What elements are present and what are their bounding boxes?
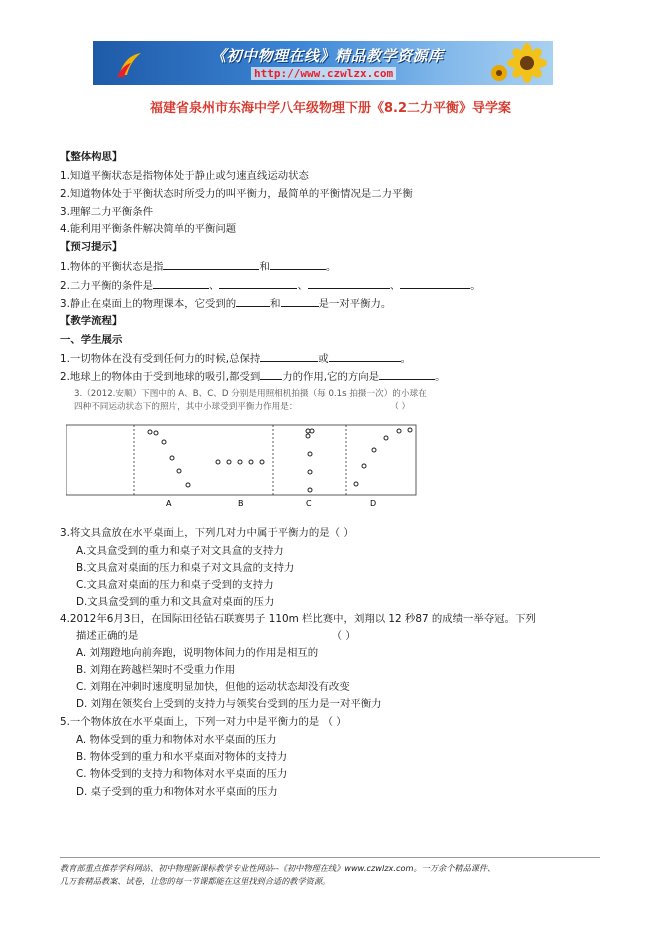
footer [60,862,620,888]
preview-q2-sep: 、 [209,280,220,292]
question-3-stem: 3.将文具盒放在水平桌面上，下列几对力中属于平衡力的是（ ） [60,527,354,539]
question-5-option[interactable]: D. 桌子受到的重力和物体对水平桌面的压力 [76,786,278,798]
section-overview-heading: 【整体构思】 [60,151,123,163]
panel-d-balls [354,428,412,486]
answer-blank[interactable] [236,296,270,307]
section-process-heading: 【教学流程】 [60,315,123,327]
answer-blank[interactable] [260,369,282,380]
footer-line-1: 教育部重点推荐学科网站、初中物理新课标教学专业性网站--《初中物理在线》www.czwlzx.com。一万余个精品课件、 [60,863,496,873]
student-question-2 [60,369,445,384]
preview-q2-sep: 、 [297,280,308,292]
question-5-stem: 5.一个物体放在水平桌面上，下列一对力中是平衡力的是 （ ） [60,716,347,728]
answer-blank[interactable] [153,278,209,289]
panel-label-d: D [370,499,377,508]
answer-blank[interactable] [308,278,390,289]
question-3-option[interactable]: B.文具盒对桌面的压力和桌子对文具盒的支持力 [76,562,295,574]
student-q1-text: 1.一切物体在没有受到任何力的时候,总保持 [60,353,261,365]
answer-blank[interactable] [329,351,401,362]
question-4-option[interactable]: A. 刘翔蹬地向前奔跑，说明物体间力的作用是相互的 [76,647,319,659]
student-q1-end: 。 [400,353,412,365]
answer-blank[interactable] [260,351,318,362]
question-4-stem-line-1: 4.2012年6月3日，在国际田径钻石联赛男子 110m 栏比赛中，刘翔以 12 秒87 的成绩一举夺冠。下列 [60,613,536,625]
section-preview-heading: 【预习提示】 [60,241,123,253]
overview-item: 4.能利用平衡条件解决简单的平衡问题 [60,223,237,235]
panel-c-balls [306,429,314,492]
overview-item: 2.知道物体处于平衡状态时所受力的叫平衡力，最简单的平衡情况是二力平衡 [60,188,413,200]
preview-question-1 [60,259,336,274]
site-logo-icon [115,49,145,79]
figure-question-line-1: 3.（2012.安顺）下图中的 A、B、C、D 分别是用照相机拍摄（每 0.1s 拍摄一次）的小球在 [74,389,427,399]
student-q2-end: 。 [435,371,446,383]
panel-label-a: A [166,499,172,508]
overview-item: 3.理解二力平衡条件 [60,206,154,218]
question-3-option[interactable]: D.文具盒受到的重力和文具盒对桌面的压力 [76,596,275,608]
question-4-option[interactable]: D. 刘翔在领奖台上受到的支持力与领奖台受到的压力是一对平衡力 [76,698,382,710]
preview-q1-and: 和 [259,261,270,273]
document-title: 福建省泉州市东海中学八年级物理下册《8.2二力平衡》导学案 [149,101,512,116]
student-question-1 [60,351,411,366]
answer-blank[interactable] [219,278,297,289]
answer-blank[interactable] [281,296,319,307]
answer-blank[interactable] [163,259,259,270]
question-3-option[interactable]: A.文具盒受到的重力和桌子对文具盒的支持力 [76,545,284,557]
figure-answer-paren[interactable]: （ ） [390,402,411,412]
question-4-option[interactable]: B. 刘翔在跨越栏架时不受重力作用 [76,664,236,676]
footer-line-2: 几万套精品教案、试卷，让您的每一节课都能在这里找到合适的教学资源。 [60,876,331,886]
student-q2-mid: 力的作用,它的方向是 [282,371,380,383]
footer-divider [60,857,600,858]
answer-blank[interactable] [379,369,435,380]
question-5-option[interactable]: B. 物体受到的重力和水平桌面对物体的支持力 [76,751,288,763]
student-q2-text: 2.地球上的物体由于受到地球的吸引,都受到 [60,371,261,383]
student-q1-or: 或 [318,353,329,365]
preview-q1-text: 1.物体的平衡状态是指 [60,261,164,273]
panel-label-c: C [306,499,312,508]
sunflower-icon [489,43,549,83]
motion-photo-figure [66,388,506,510]
panel-a-balls [148,430,190,487]
question-4-option[interactable]: C. 刘翔在冲刺时速度明显加快，但他的运动状态却没有改变 [76,681,350,693]
student-show-heading: 一、学生展示 [60,334,123,346]
preview-question-2 [60,278,481,293]
banner-url[interactable]: http://www.czwlzx.com [251,67,396,80]
preview-q3-and: 和 [270,298,281,310]
panel-label-b: B [238,499,244,508]
answer-blank[interactable] [270,259,326,270]
question-5-option[interactable]: C. 物体受到的支持力和物体对水平桌面的压力 [76,768,288,780]
overview-item: 1.知道平衡状态是指物体处于静止或匀速直线运动状态 [60,170,309,182]
question-4-stem-line-2 [76,629,356,643]
preview-q3-text: 3.静止在桌面上的物理课本，它受到的 [60,298,237,310]
header-banner [93,41,553,85]
preview-q3-end: 是一对平衡力。 [318,298,392,310]
preview-q2-end: 。 [470,280,481,292]
banner-title: 《初中物理在线》精品教学资源库 [211,47,444,65]
question-4-answer-paren[interactable]: （ ） [331,630,356,642]
question-3-option[interactable]: C.文具盒对桌面的压力和桌子受到的支持力 [76,579,274,591]
panel-b-balls [216,460,264,464]
preview-q2-text: 2.二力平衡的条件是 [60,280,154,292]
question-4-stem-text: 描述正确的是 [76,630,139,642]
preview-q2-sep: 、 [389,280,401,292]
answer-blank[interactable] [400,278,470,289]
preview-q1-end: 。 [325,261,337,273]
question-5-option[interactable]: A. 物体受到的重力和物体对水平桌面的压力 [76,734,277,746]
preview-question-3 [60,296,391,311]
figure-question-line-2-text: 四种不同运动状态下的照片，其中小球受到平衡力作用是： [74,402,298,412]
